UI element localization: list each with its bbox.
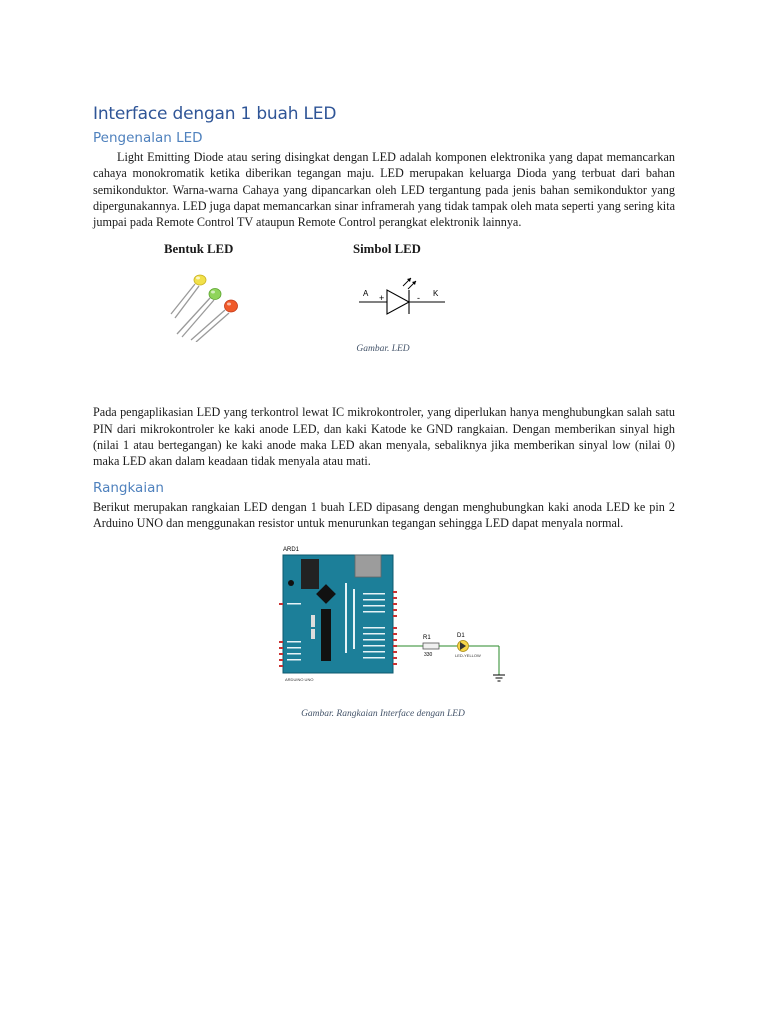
section-heading-pengenalan: Pengenalan LED (93, 130, 203, 146)
symbol-plus-label: + (379, 293, 385, 304)
led-label: D1 (457, 633, 465, 640)
symbol-minus-label: - (417, 293, 420, 304)
resistor-label: R1 (423, 635, 431, 642)
circuit-figure (93, 531, 675, 731)
document-page (93, 100, 675, 731)
board-name-label: ARDUINO UNO (285, 677, 314, 683)
led-symbol-diagram (353, 272, 453, 322)
section-heading-rangkaian: Rangkaian (93, 479, 164, 496)
led-figure-caption: Gambar. LED (356, 344, 410, 355)
led-value: LED-YELLOW (455, 653, 481, 659)
page-title: Interface dengan 1 buah LED (93, 104, 337, 124)
symbol-anode-label: A (363, 289, 369, 299)
led-figure (93, 230, 675, 360)
application-paragraph: Pada pengaplikasian LED yang terkontrol lewat IC mikrokontroler, yang diperlukan hanya menghubungkan salah satu PIN dari mikrokontroler ke kaki anode LED, dan kaki Katode ke GND rangkaian. Dengan memberikan sinyal high (nilai 1 atau bertegangan) ke kaki anode maka LED akan menyala, sebaliknya jika memberikan sinyal low (nilai 0) maka LED akan dalam keadaan tidak menyala atau mati. (93, 405, 675, 469)
circuit-paragraph: Berikut merupakan rangkaian LED dengan 1 buah LED dipasang dengan menghubungkan kaki anoda LED ke pin 2 Arduino UNO dan menggunakan resistor untuk menurunkan tegangan sehingga LED dapat menyala normal. (93, 499, 675, 530)
led-photo-image (165, 270, 245, 342)
simbol-led-label: Simbol LED (353, 242, 421, 257)
ard-label: ARD1 (283, 547, 300, 554)
intro-paragraph: Light Emitting Diode atau sering disingkat dengan LED adalah komponen elektronika yang dapat memancarkan cahaya monokromatik ketika diberikan tegangan maju. LED merupakan keluarga Dioda yang terbuat dari bahan semikonduktor. Warna-warna Cahaya yang dipancarkan oleh LED tergantung pada jenis bahan semikonduktor yang dipergunakannya. LED juga dapat memancarkan sinar inframerah yang tidak tampak oleh mata seperti yang sering kita jumpai pada Remote Control TV ataupun Remote Control perangkat elektronik lainnya. (93, 150, 675, 230)
arduino-circuit-diagram (271, 543, 531, 703)
bentuk-led-label: Bentuk LED (164, 242, 234, 257)
circuit-figure-caption: Gambar. Rangkaian Interface dengan LED (301, 709, 465, 720)
symbol-cathode-label: K (433, 289, 439, 299)
resistor-value: 330 (424, 652, 433, 659)
